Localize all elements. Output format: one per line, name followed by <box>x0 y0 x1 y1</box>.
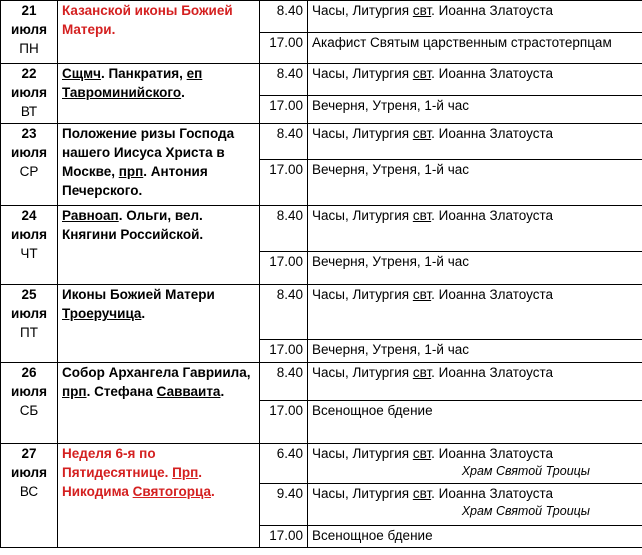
month-name: июля <box>11 306 47 321</box>
day-row <box>1 64 642 96</box>
day-row <box>1 206 642 252</box>
feast-text: Казанской иконы Божией Матери. <box>62 3 233 37</box>
service-desc: Всенощное бдение <box>308 526 642 548</box>
date-cell <box>1 1 58 64</box>
weekday: ЧТ <box>20 246 38 261</box>
service-desc: Всенощное бдение <box>308 401 642 444</box>
date-cell <box>1 206 58 285</box>
day-number: 24 <box>21 208 37 223</box>
date-cell <box>1 444 58 548</box>
service-time: 8.40 <box>260 363 308 401</box>
day-number: 26 <box>21 365 37 380</box>
month-name: июля <box>11 465 47 480</box>
day-number: 21 <box>21 3 37 18</box>
service-desc: Вечерня, Утреня, 1-й час <box>308 340 642 363</box>
date-cell <box>1 124 58 206</box>
weekday: ВТ <box>20 104 38 119</box>
service-desc: Акафист Святым царственным страстотерпцам <box>308 33 642 64</box>
service-time: 17.00 <box>260 33 308 64</box>
service-time: 17.00 <box>260 401 308 444</box>
day-number: 22 <box>21 66 37 81</box>
feast-cell: Собор Архангела Гавриила, прп. Стефана Савваита. <box>58 363 260 444</box>
weekday: ВС <box>19 484 39 499</box>
service-desc: Часы, Литургия свт. Иоанна Златоуста <box>308 64 642 96</box>
day-number: 25 <box>21 287 37 302</box>
month-name: июля <box>11 22 47 37</box>
date-cell <box>1 363 58 444</box>
schedule-body <box>1 1 642 548</box>
service-time: 17.00 <box>260 252 308 285</box>
weekday: СБ <box>19 403 39 418</box>
service-desc: Часы, Литургия свт. Иоанна Златоуста <box>308 206 642 252</box>
service-desc: Часы, Литургия свт. Иоанна Златоуста <box>308 285 642 340</box>
day-number: 23 <box>21 126 37 141</box>
service-time: 6.40 <box>260 444 308 484</box>
church-name: Храм Святой Троицы <box>461 464 590 478</box>
service-desc: Часы, Литургия свт. Иоанна Златоуста <box>308 363 642 401</box>
service-time: 8.40 <box>260 64 308 96</box>
day-row <box>1 363 642 401</box>
service-desc: Часы, Литургия свт. Иоанна Златоуста <box>308 124 642 160</box>
date-cell <box>1 285 58 363</box>
weekday: СР <box>19 164 39 179</box>
service-time: 8.40 <box>260 285 308 340</box>
feast-cell <box>58 1 260 64</box>
feast-cell: Иконы Божией Матери Троеручица. <box>58 285 260 363</box>
service-time: 8.40 <box>260 206 308 252</box>
weekday: ПН <box>19 41 39 56</box>
service-time: 17.00 <box>260 160 308 206</box>
weekday: ПТ <box>20 325 38 340</box>
month-name: июля <box>11 145 47 160</box>
feast-cell: Равноап. Ольги, вел. Княгини Российской. <box>58 206 260 285</box>
month-name: июля <box>11 227 47 242</box>
day-row <box>1 444 642 484</box>
service-time: 17.00 <box>260 526 308 548</box>
service-time: 17.00 <box>260 96 308 124</box>
service-time: 8.40 <box>260 1 308 33</box>
feast-cell: Неделя 6-я по Пятидесятнице. Прп. Никодима Святогорца. <box>58 444 260 548</box>
service-desc: Вечерня, Утреня, 1-й час <box>308 96 642 124</box>
feast-cell: Положение ризы Господа нашего Иисуса Христа в Москве, прп. Антония Печерского. <box>58 124 260 206</box>
service-time: 9.40 <box>260 484 308 526</box>
service-time: 8.40 <box>260 124 308 160</box>
month-name: июля <box>11 384 47 399</box>
day-row <box>1 124 642 160</box>
service-desc: Часы, Литургия свт. Иоанна Златоуста Храм Святой Троицы <box>308 484 642 526</box>
service-desc: Часы, Литургия свт. Иоанна Златоуста <box>308 1 642 33</box>
service-time: 17.00 <box>260 340 308 363</box>
church-name: Храм Святой Троицы <box>461 504 590 518</box>
day-row <box>1 285 642 340</box>
service-desc: Часы, Литургия свт. Иоанна Златоуста Храм Святой Троицы <box>308 444 642 484</box>
month-name: июля <box>11 85 47 100</box>
day-number: 27 <box>21 446 37 461</box>
service-desc: Вечерня, Утреня, 1-й час <box>308 160 642 206</box>
service-desc: Вечерня, Утреня, 1-й час <box>308 252 642 285</box>
day-row <box>1 1 642 33</box>
date-cell <box>1 64 58 124</box>
feast-cell: Сщмч. Панкратия, еп Тавроминийского. <box>58 64 260 124</box>
